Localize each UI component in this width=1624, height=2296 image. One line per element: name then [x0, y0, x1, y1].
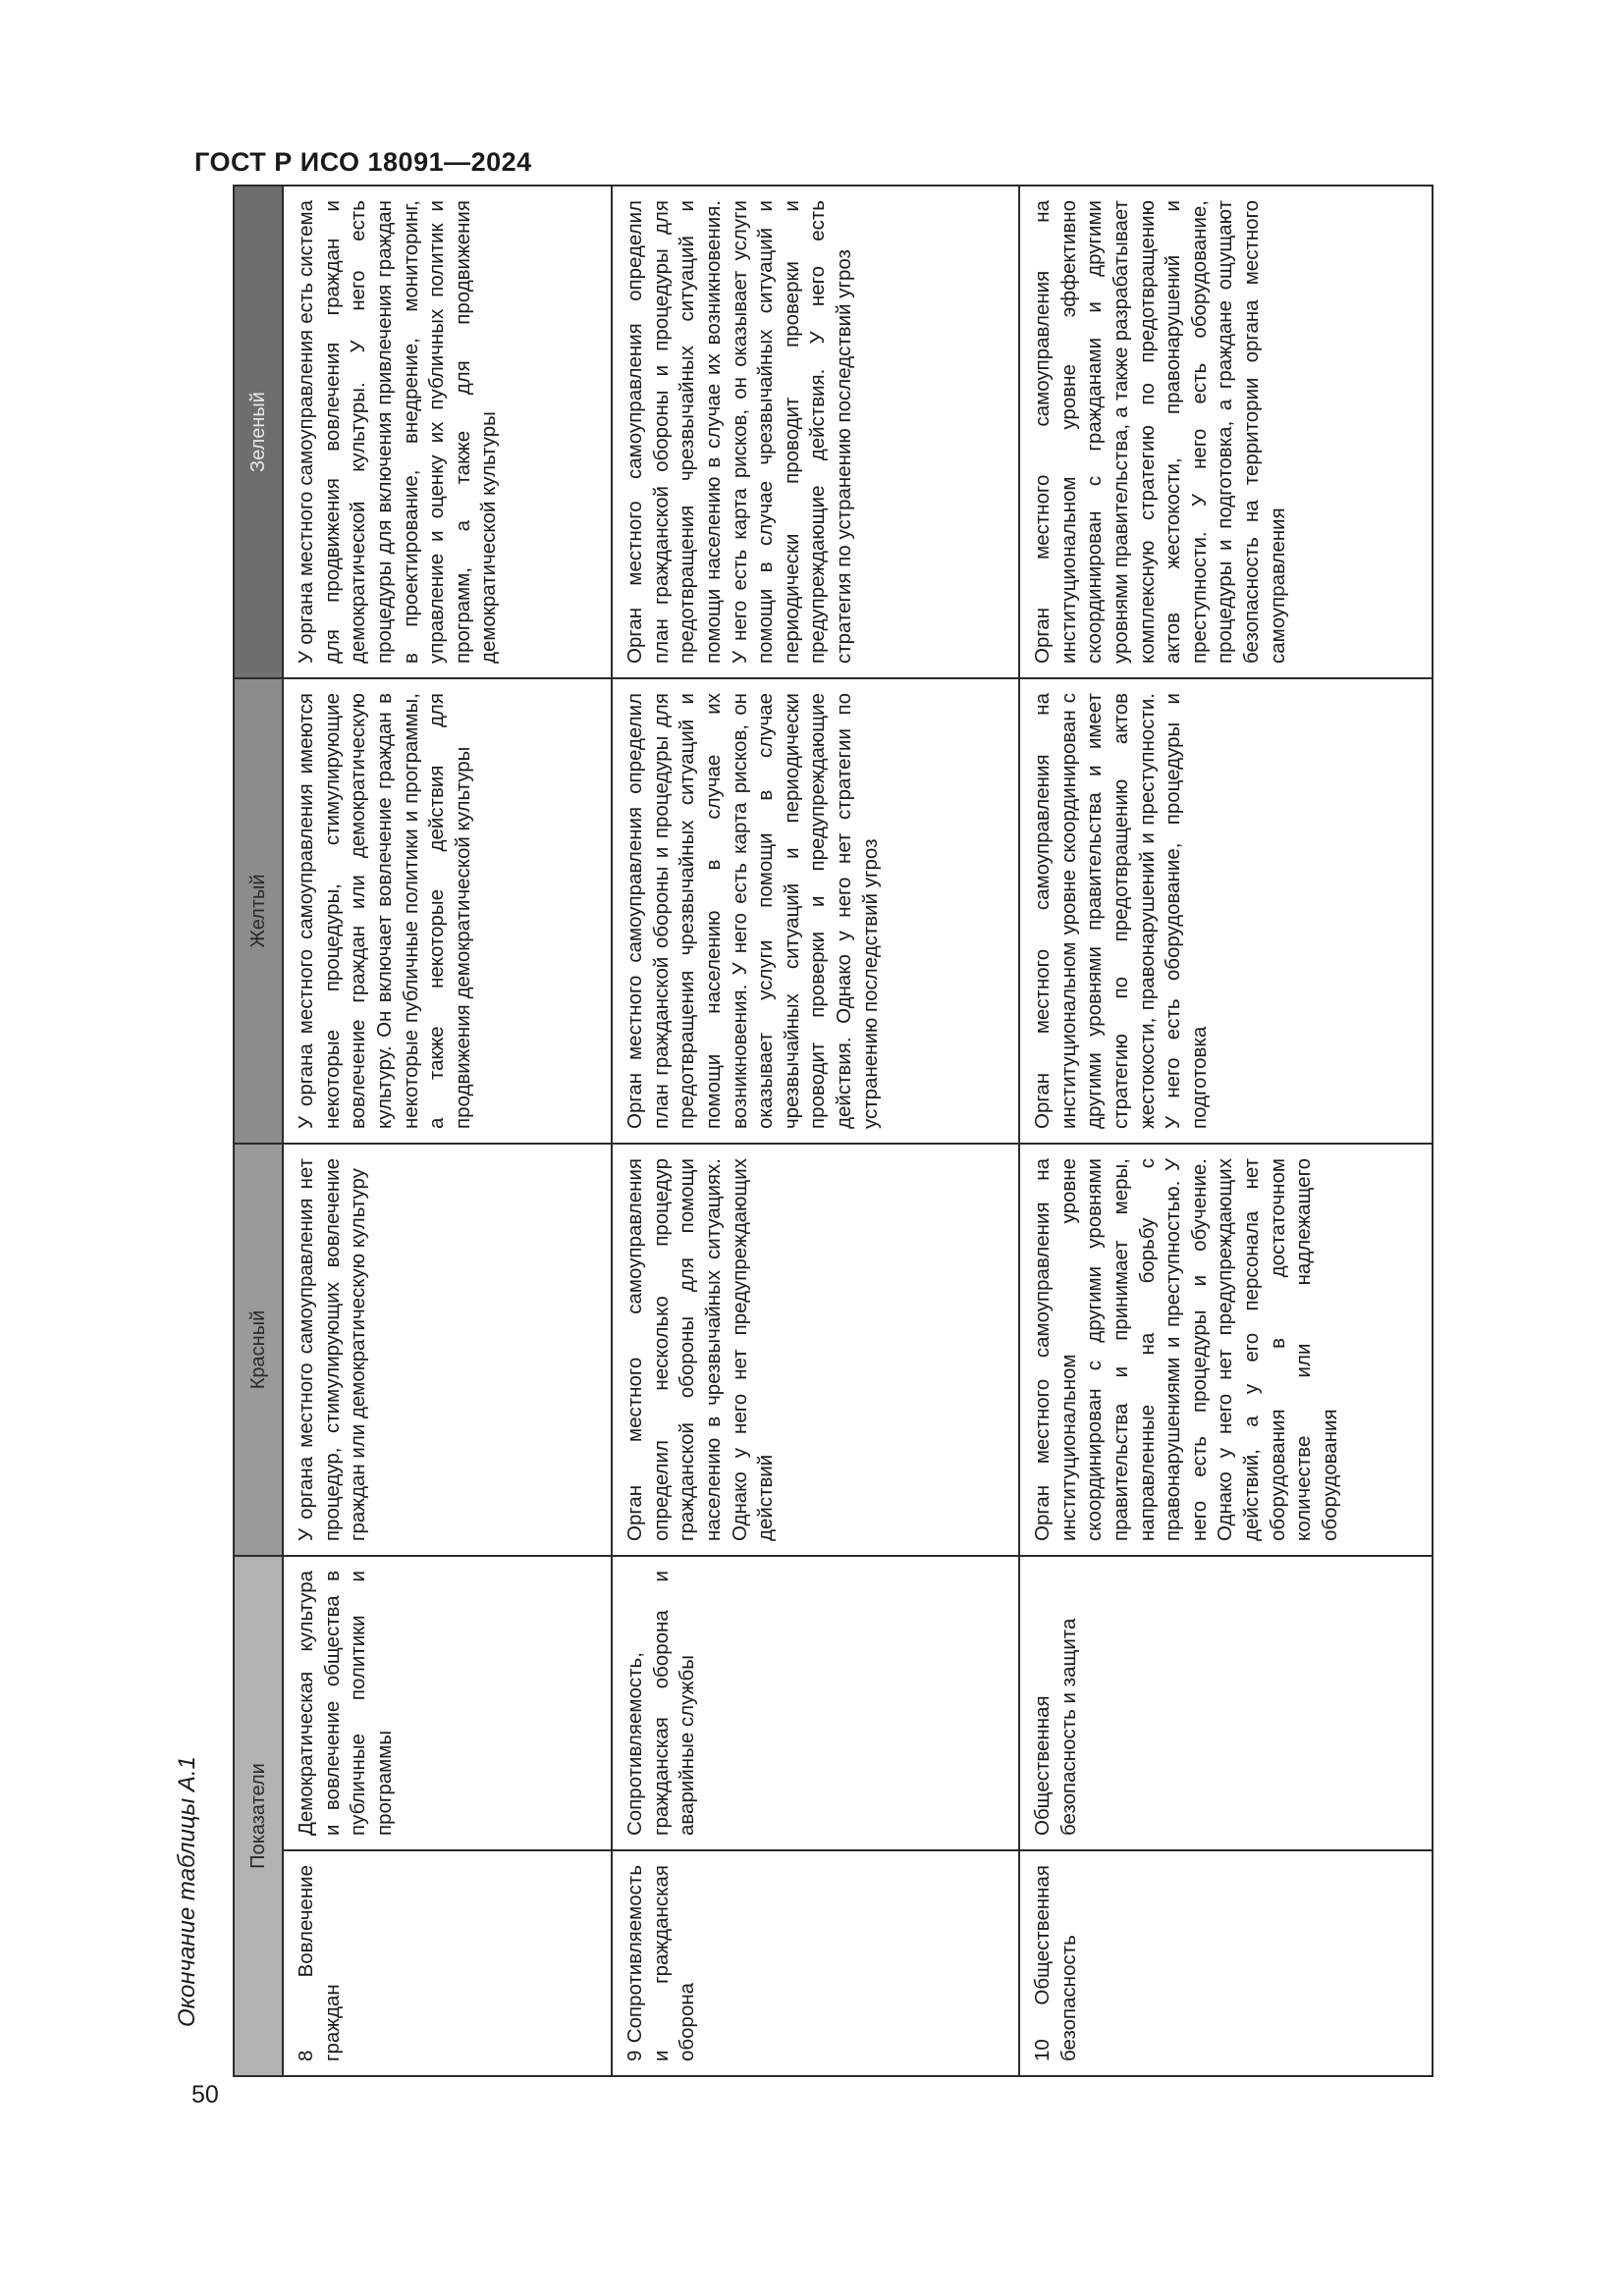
row-yellow-criteria: У органа местного самоуправления имеются некоторые процедуры, стимулирующие вовлечение граждан или демократическую культуру. Он включает вовлечение граждан в некоторые публичные политики и программы, а также некоторые действия для продвижения демократической культуры [283, 678, 612, 1144]
header-yellow: Желтый [234, 678, 283, 1144]
row-area: 8 Вовлечение граждан [283, 1850, 612, 2076]
table-row [283, 186, 612, 2076]
header-indicators: Показатели [234, 1556, 283, 2076]
table-header-row [234, 186, 283, 2076]
row-area: 10 Общественная безопасность [1019, 1850, 1433, 2076]
row-indicator: Демократическая культура и вовлечение общества в публичные политики и программы [283, 1556, 612, 1850]
assessment-table [233, 185, 1434, 2077]
table-rotated-container [233, 187, 1401, 2077]
row-green-criteria: У органа местного самоуправления есть система для продвижения вовлечения граждан и демократической культуры. У него есть процедуры для включения привлечения граждан в проектирование, внедрение, мониторинг, управление и оценку их публичных политик и программ, а также для продвижения демократической культуры [283, 186, 612, 678]
row-green-criteria: Орган местного самоуправления определил план гражданской обороны и процедуры для предотвращения чрезвычайных ситуаций и помощи населению в случае их возникновения. У него есть карта рисков, он оказывает услуги помощи в случае чрезвычайных ситуаций и периодически проводит проверки и предупреждающие действия. У него есть стратегия по устранению последствий угроз [612, 186, 1019, 678]
row-indicator: Сопротивляемость, гражданская оборона и аварийные службы [612, 1556, 1019, 1850]
row-yellow-criteria: Орган местного самоуправления определил план гражданской обороны и процедуры для предотвращения чрезвычайных ситуаций и помощи населению в случае их возникновения. У него есть карта рисков, он оказывает услуги помощи в случае чрезвычайных ситуаций и периодически проводит проверки и предупреждающие действия. Однако у него нет стратегии по устранению последствий угроз [612, 678, 1019, 1144]
row-red-criteria: Орган местного самоуправления определил несколько процедур гражданской обороны для помощи населению в чрезвычайных ситуациях. Однако у него нет предупреждающих действий [612, 1144, 1019, 1556]
row-yellow-criteria: Орган местного самоуправления на институциональном уровне скоординирован с другими уровнями правительства и имеет стратегию по предотвращению актов жестокости, правонарушений и преступности. У него есть оборудование, процедуры и подготовка [1019, 678, 1433, 1144]
table-row [1019, 186, 1433, 2076]
table-caption: Окончание таблицы А.1 [174, 1756, 200, 2027]
row-green-criteria: Орган местного самоуправления на институциональном уровне эффективно скоординирован с гражданами и другими уровнями правительства, а также разрабатывает комплексную стратегию по предотвращению актов жестокости, правонарушений и преступности. У него есть оборудование, процедуры и подготовка, а граждане ощущают безопасность на территории органа местного самоуправления [1019, 186, 1433, 678]
table-row [612, 186, 1019, 2076]
header-green: Зеленый [234, 186, 283, 678]
page-number: 50 [191, 2081, 219, 2109]
row-red-criteria: Орган местного самоуправления на институциональном уровне скоординирован с другими уровнями правительства и принимает меры, направленные на борьбу с правонарушениями и преступностью. У него есть процедуры и обучение. Однако у него нет предупреждающих действий, а у его персонала нет оборудования в достаточном количестве или надлежащего оборудования [1019, 1144, 1433, 1556]
header-red: Красный [234, 1144, 283, 1556]
row-area: 9 Сопротивляемость и гражданская оборона [612, 1850, 1019, 2076]
row-indicator: Общественная безопасность и защита [1019, 1556, 1433, 1850]
row-red-criteria: У органа местного самоуправления нет процедур, стимулирующих вовлечение граждан или демократическую культуру [283, 1144, 612, 1556]
document-header: ГОСТ Р ИСО 18091—2024 [194, 147, 532, 177]
